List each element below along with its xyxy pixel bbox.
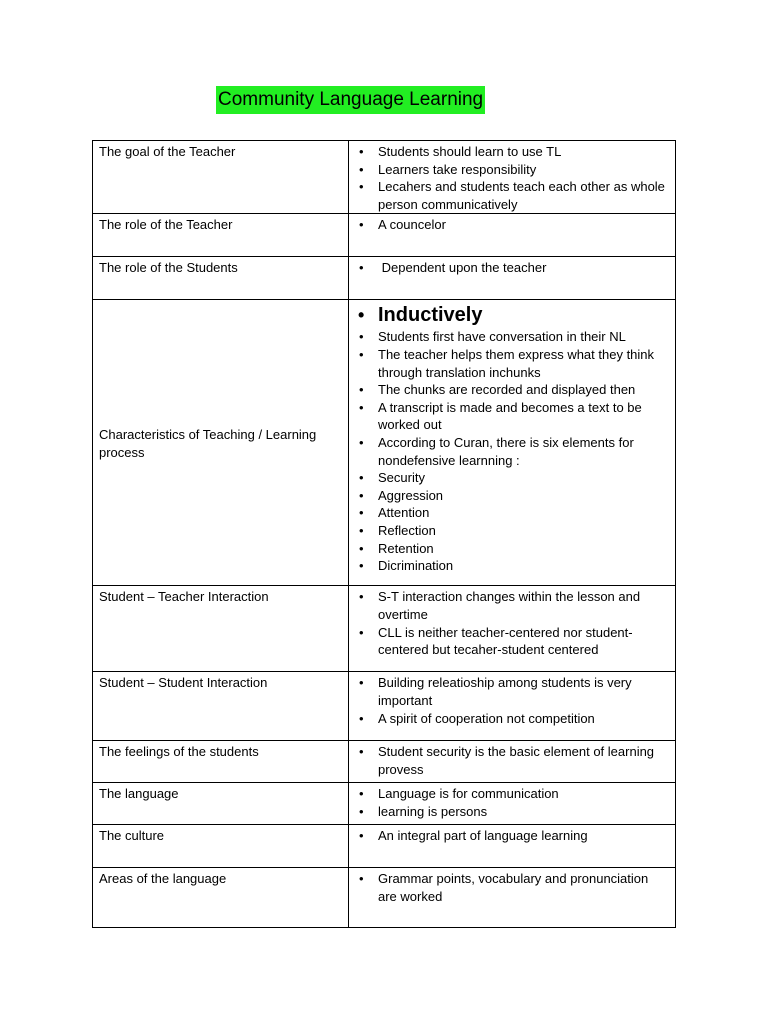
list-item: • A transcript is made and becomes a text to be worked out: [355, 399, 669, 434]
row-label: The role of the Teacher: [93, 214, 349, 257]
list-item: • A spirit of cooperation not competition: [355, 710, 669, 728]
list-item: • Building releatioship among students is very important: [355, 674, 669, 709]
table-row: [93, 825, 676, 868]
table-row: [93, 868, 676, 928]
list-item: • Grammar points, vocabulary and pronunciation are worked: [355, 870, 669, 905]
table-row: [93, 214, 676, 257]
list-item: • Learners take responsibility: [355, 161, 669, 179]
list-item: • According to Curan, there is six elements for nondefensive learnning :: [355, 434, 669, 469]
list-item: • Reflection: [355, 522, 669, 540]
bullet-list: [355, 827, 669, 845]
row-label: Student – Student Interaction: [93, 672, 349, 741]
row-content: [349, 672, 676, 741]
row-content: [349, 141, 676, 214]
document-title: Community Language Learning: [216, 86, 485, 114]
row-content: [349, 300, 676, 586]
method-table: [92, 140, 676, 928]
list-item: • Lecahers and students teach each other as whole person communicatively: [355, 178, 669, 213]
table-row: [93, 672, 676, 741]
list-item: • Retention: [355, 540, 669, 558]
bullet-list: [355, 143, 669, 213]
bullet-list: [355, 216, 669, 234]
table-row: [93, 586, 676, 672]
row-content: [349, 257, 676, 300]
row-label: Student – Teacher Interaction: [93, 586, 349, 672]
table-row: [93, 783, 676, 825]
bullet-list: [355, 588, 669, 658]
list-item: • Students first have conversation in their NL: [355, 328, 669, 346]
list-item: • learning is persons: [355, 803, 669, 821]
list-item: • Security: [355, 469, 669, 487]
list-item: • Student security is the basic element of learning provess: [355, 743, 669, 778]
bullet-list: [355, 743, 669, 778]
list-item: • Attention: [355, 504, 669, 522]
row-label: The feelings of the students: [93, 741, 349, 783]
list-item: • The teacher helps them express what they think through translation inchunks: [355, 346, 669, 381]
row-content: [349, 741, 676, 783]
table-row: [93, 141, 676, 214]
table-row: [93, 257, 676, 300]
bullet-list: [355, 259, 669, 277]
row-label: The language: [93, 783, 349, 825]
list-item: • Students should learn to use TL: [355, 143, 669, 161]
row-label: Characteristics of Teaching / Learning process: [93, 300, 349, 586]
row-content: [349, 825, 676, 868]
bullet-list: [355, 674, 669, 727]
row-content: [349, 783, 676, 825]
list-item: • An integral part of language learning: [355, 827, 669, 845]
table-row: [93, 300, 676, 586]
list-item: • Aggression: [355, 487, 669, 505]
bullet-list: [355, 785, 669, 820]
bullet-list: [355, 870, 669, 905]
row-label: The culture: [93, 825, 349, 868]
list-heading: • Inductively: [355, 302, 669, 328]
row-label: The role of the Students: [93, 257, 349, 300]
row-content: [349, 868, 676, 928]
row-content: [349, 586, 676, 672]
list-item: • A councelor: [355, 216, 669, 234]
list-item: • The chunks are recorded and displayed then: [355, 381, 669, 399]
list-item: • Language is for communication: [355, 785, 669, 803]
list-item: • S-T interaction changes within the lesson and overtime: [355, 588, 669, 623]
row-content: [349, 214, 676, 257]
list-item: • Dependent upon the teacher: [355, 259, 669, 277]
bullet-list: [355, 302, 669, 574]
row-label: Areas of the language: [93, 868, 349, 928]
list-item: • CLL is neither teacher-centered nor student-centered but tecaher-student centered: [355, 624, 669, 659]
table-row: [93, 741, 676, 783]
row-label: The goal of the Teacher: [93, 141, 349, 214]
list-item: • Dicrimination: [355, 557, 669, 575]
